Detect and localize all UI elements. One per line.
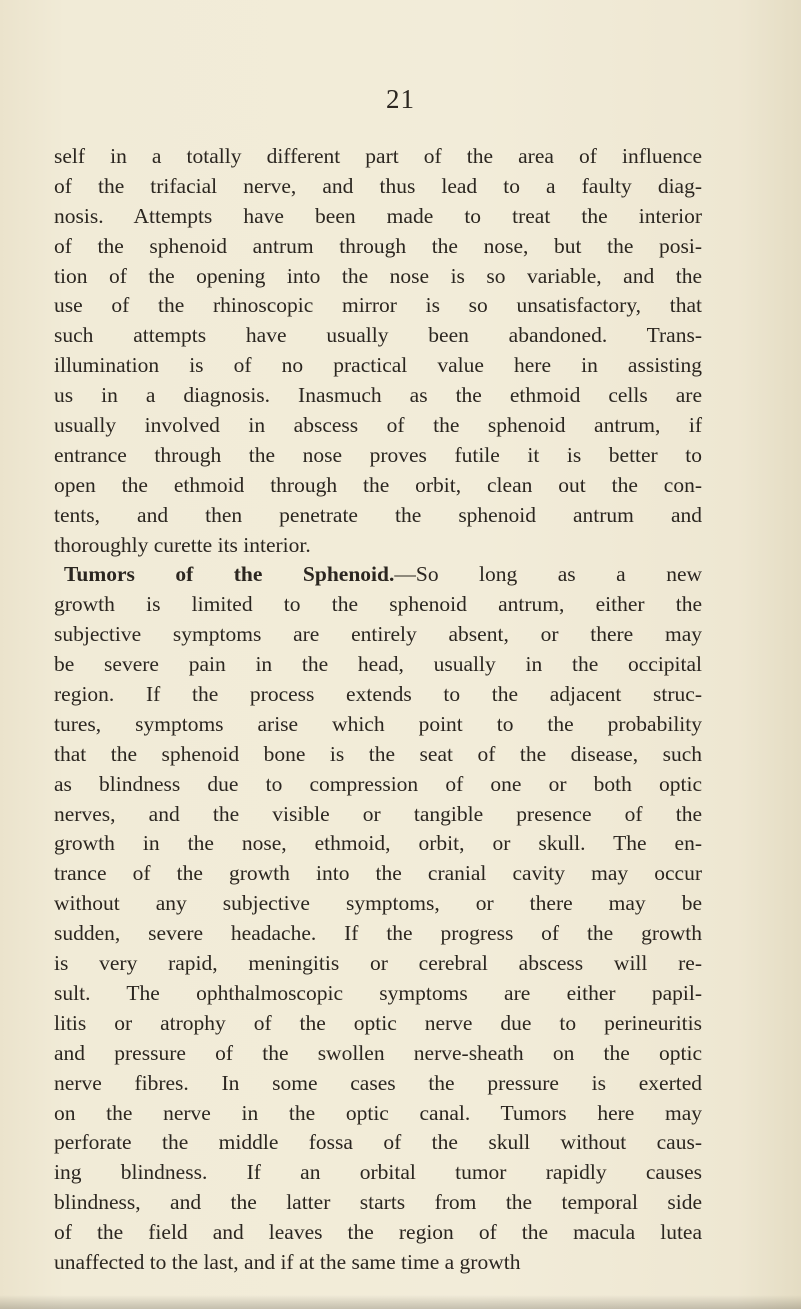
text-line: open the ethmoid through the orbit, clean out the con- [54,472,702,497]
text-line: as blindness due to compression of one or both optic [54,771,702,796]
text-line: trance of the growth into the cranial cavity may occur [54,861,702,886]
section-heading: Tumors of the Sphenoid. [64,562,395,587]
text-line: region. If the process extends to the adjacent struc- [54,682,702,707]
text-line: tion of the opening into the nose is so variable, and the [54,263,702,288]
text-line: perforate the middle fossa of the skull without caus- [54,1130,702,1155]
text-line: such attempts have usually been abandoned. Trans- [54,323,702,348]
paragraph-2 [54,560,702,1277]
text-line: us in a diagnosis. Inasmuch as the ethmoid cells are [54,383,702,408]
text-line: sudden, severe headache. If the progress of the growth [54,921,702,946]
text-line: self in a totally different part of the area of influence [54,144,702,168]
text-line: that the sphenoid bone is the seat of the disease, such [54,741,702,766]
text-line: use of the rhinoscopic mirror is so unsatisfactory, that [54,293,702,318]
text-line: sult. The ophthalmoscopic symptoms are either papil- [54,980,702,1005]
text-line: and pressure of the swollen nerve-sheath on the optic [54,1040,702,1065]
text-line: without any subjective symptoms, or there may be [54,891,702,916]
text-line: blindness, and the latter starts from the temporal side [54,1190,702,1215]
text-line: growth in the nose, ethmoid, orbit, or skull. The en- [54,831,702,856]
paragraph-1 [54,142,702,560]
text-line: illumination is of no practical value here in assisting [54,353,702,378]
text-run: —So long as a new [394,562,703,587]
text-line: on the nerve in the optic canal. Tumors here may [54,1100,702,1125]
text-line: of the field and leaves the region of the macula lutea [54,1220,702,1245]
text-line-with-heading [54,560,702,590]
text-line: be severe pain in the head, usually in the occipital [54,652,702,677]
text-line: growth is limited to the sphenoid antrum, either the [54,592,702,617]
text-line: thoroughly curette its interior. [54,532,311,557]
text-line: of the sphenoid antrum through the nose, but the posi- [54,233,702,258]
text-line: tents, and then penetrate the sphenoid antrum and [54,502,702,527]
text-line: litis or atrophy of the optic nerve due to perineuritis [54,1010,702,1035]
text-line: nosis. Attempts have been made to treat the interior [54,203,702,228]
text-line: of the trifacial nerve, and thus lead to a faulty diag- [54,173,702,198]
text-line: usually involved in abscess of the sphenoid antrum, if [54,413,702,438]
text-line: is very rapid, meningitis or cerebral abscess will re- [54,951,702,976]
text-line: subjective symptoms are entirely absent, or there may [54,622,702,647]
text-line: tures, symptoms arise which point to the probability [54,711,702,736]
text-line: unaffected to the last, and if at the same time a growth [54,1249,521,1274]
text-line: nerves, and the visible or tangible presence of the [54,801,702,826]
text-line: ing blindness. If an orbital tumor rapidly causes [54,1160,702,1185]
text-line: nerve fibres. In some cases the pressure is exerted [54,1070,702,1095]
text-line: entrance through the nose proves futile it is better to [54,442,702,467]
body-text [54,142,702,1278]
page-number: 21 [386,84,415,114]
page-bottom-edge [0,1295,801,1309]
